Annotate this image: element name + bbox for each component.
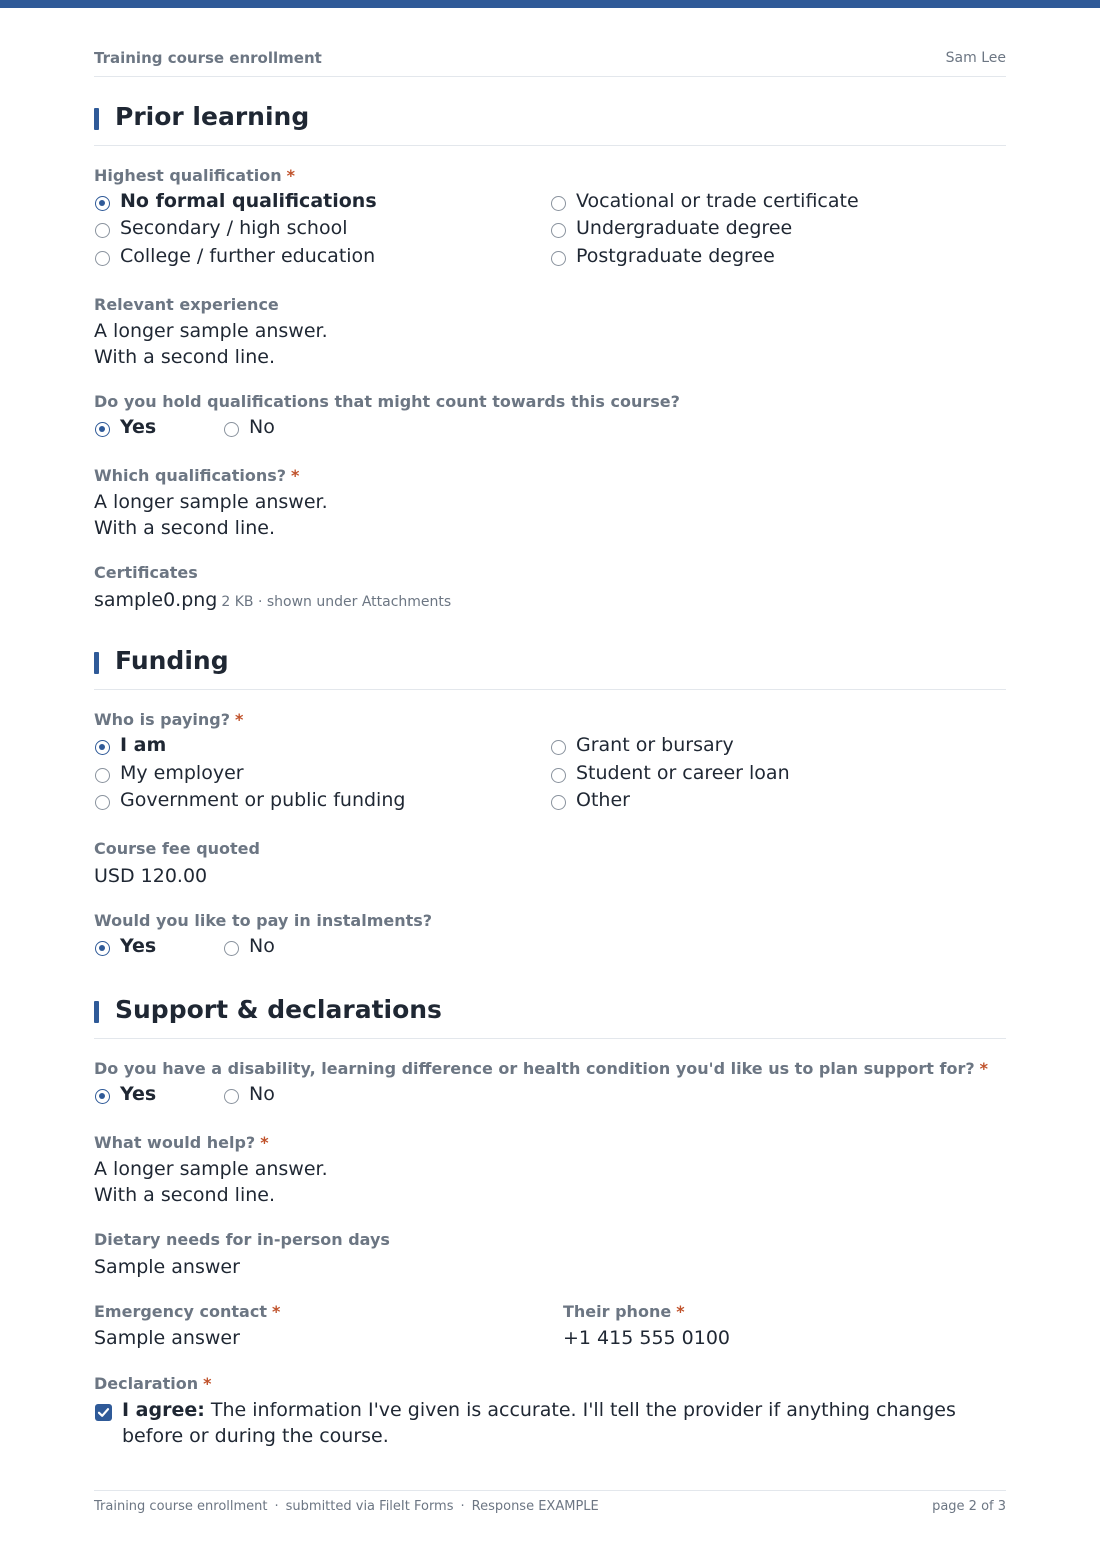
section-title: Support & declarations — [115, 995, 442, 1024]
radio-empty-icon — [224, 1089, 239, 1104]
radio-empty-icon — [95, 251, 110, 266]
disability-label: Do you have a disability, learning difference or health condition you'd like us to plan support for? * — [94, 1059, 989, 1078]
course-fee-value: USD 120.00 — [94, 865, 208, 887]
section-title: Funding — [115, 646, 229, 675]
radio-empty-icon — [551, 196, 566, 211]
radio-empty-icon — [95, 223, 110, 238]
hold-qualifications-label: Do you hold qualifications that might count towards this course? — [94, 392, 680, 411]
section-accent-bar — [94, 1001, 99, 1023]
required-marker: * — [203, 1374, 212, 1393]
course-fee-label: Course fee quoted — [94, 839, 260, 858]
document-header — [94, 49, 1006, 77]
payer-label: Who is paying? * — [94, 710, 244, 729]
section-accent-bar — [94, 108, 99, 130]
their-phone-label: Their phone * — [563, 1302, 685, 1321]
form-title: Training course enrollment — [94, 49, 322, 67]
declaration-agree: I agree: — [122, 1399, 205, 1421]
dietary-answer: Sample answer — [94, 1256, 240, 1278]
top-accent-bar — [0, 0, 1100, 8]
radio-selected-icon — [95, 941, 110, 956]
section-title: Prior learning — [115, 102, 310, 131]
radio-selected-icon — [95, 740, 110, 755]
required-marker: * — [291, 466, 300, 485]
which-qualifications-label: Which qualifications? * — [94, 466, 300, 485]
dietary-label: Dietary needs for in-person days — [94, 1230, 390, 1249]
certificate-file-meta: 2 KB · shown under Attachments — [221, 594, 452, 610]
section-accent-bar — [94, 652, 99, 674]
radio-empty-icon — [224, 941, 239, 956]
certificates-label: Certificates — [94, 563, 198, 582]
radio-empty-icon — [224, 422, 239, 437]
page-footer — [94, 1490, 1006, 1520]
radio-empty-icon — [551, 795, 566, 810]
radio-empty-icon — [95, 768, 110, 783]
declaration-label: Declaration * — [94, 1374, 212, 1393]
radio-selected-icon — [95, 422, 110, 437]
radio-empty-icon — [551, 768, 566, 783]
radio-empty-icon — [551, 251, 566, 266]
radio-empty-icon — [551, 740, 566, 755]
experience-label: Relevant experience — [94, 295, 279, 314]
page-number: page 2 of 3 — [932, 1499, 1006, 1514]
required-marker: * — [234, 710, 244, 729]
instalments-label: Would you like to pay in instalments? — [94, 911, 433, 930]
section-prior-learning — [94, 102, 1006, 146]
what-would-help-label: What would help? * — [94, 1133, 269, 1152]
experience-answer: A longer sample answer. With a second line. — [94, 320, 328, 368]
radio-selected-icon — [95, 196, 110, 211]
required-marker: * — [260, 1133, 269, 1152]
which-qualifications-answer: A longer sample answer. With a second line. — [94, 491, 328, 539]
radio-empty-icon — [95, 795, 110, 810]
radio-empty-icon — [551, 223, 566, 238]
emergency-contact-label: Emergency contact * — [94, 1302, 281, 1321]
section-support-declarations — [94, 995, 1006, 1039]
footer-info: Training course enrollment · submitted via FileIt Forms · Response EXAMPLE — [94, 1499, 599, 1514]
what-would-help-answer: A longer sample answer. With a second line. — [94, 1158, 328, 1206]
qualification-label: Highest qualification * — [94, 166, 295, 185]
declaration-text: I agree: The information I've given is accurate. I'll tell the provider if anything changes before or during the course. — [122, 1399, 956, 1447]
required-marker: * — [676, 1302, 685, 1321]
required-marker: * — [979, 1059, 989, 1078]
certificate-filename: sample0.png — [94, 589, 218, 611]
section-funding — [94, 646, 1006, 690]
required-marker: * — [271, 1302, 281, 1321]
emergency-contact-answer: Sample answer — [94, 1327, 240, 1349]
respondent-name: Sam Lee — [945, 50, 1006, 66]
required-marker: * — [286, 166, 295, 185]
radio-selected-icon — [95, 1089, 110, 1104]
their-phone-answer: +1 415 555 0100 — [563, 1327, 731, 1349]
declaration-checkbox[interactable] — [95, 1404, 112, 1421]
certificate-file — [94, 587, 451, 615]
checkmark-icon — [97, 1406, 110, 1419]
